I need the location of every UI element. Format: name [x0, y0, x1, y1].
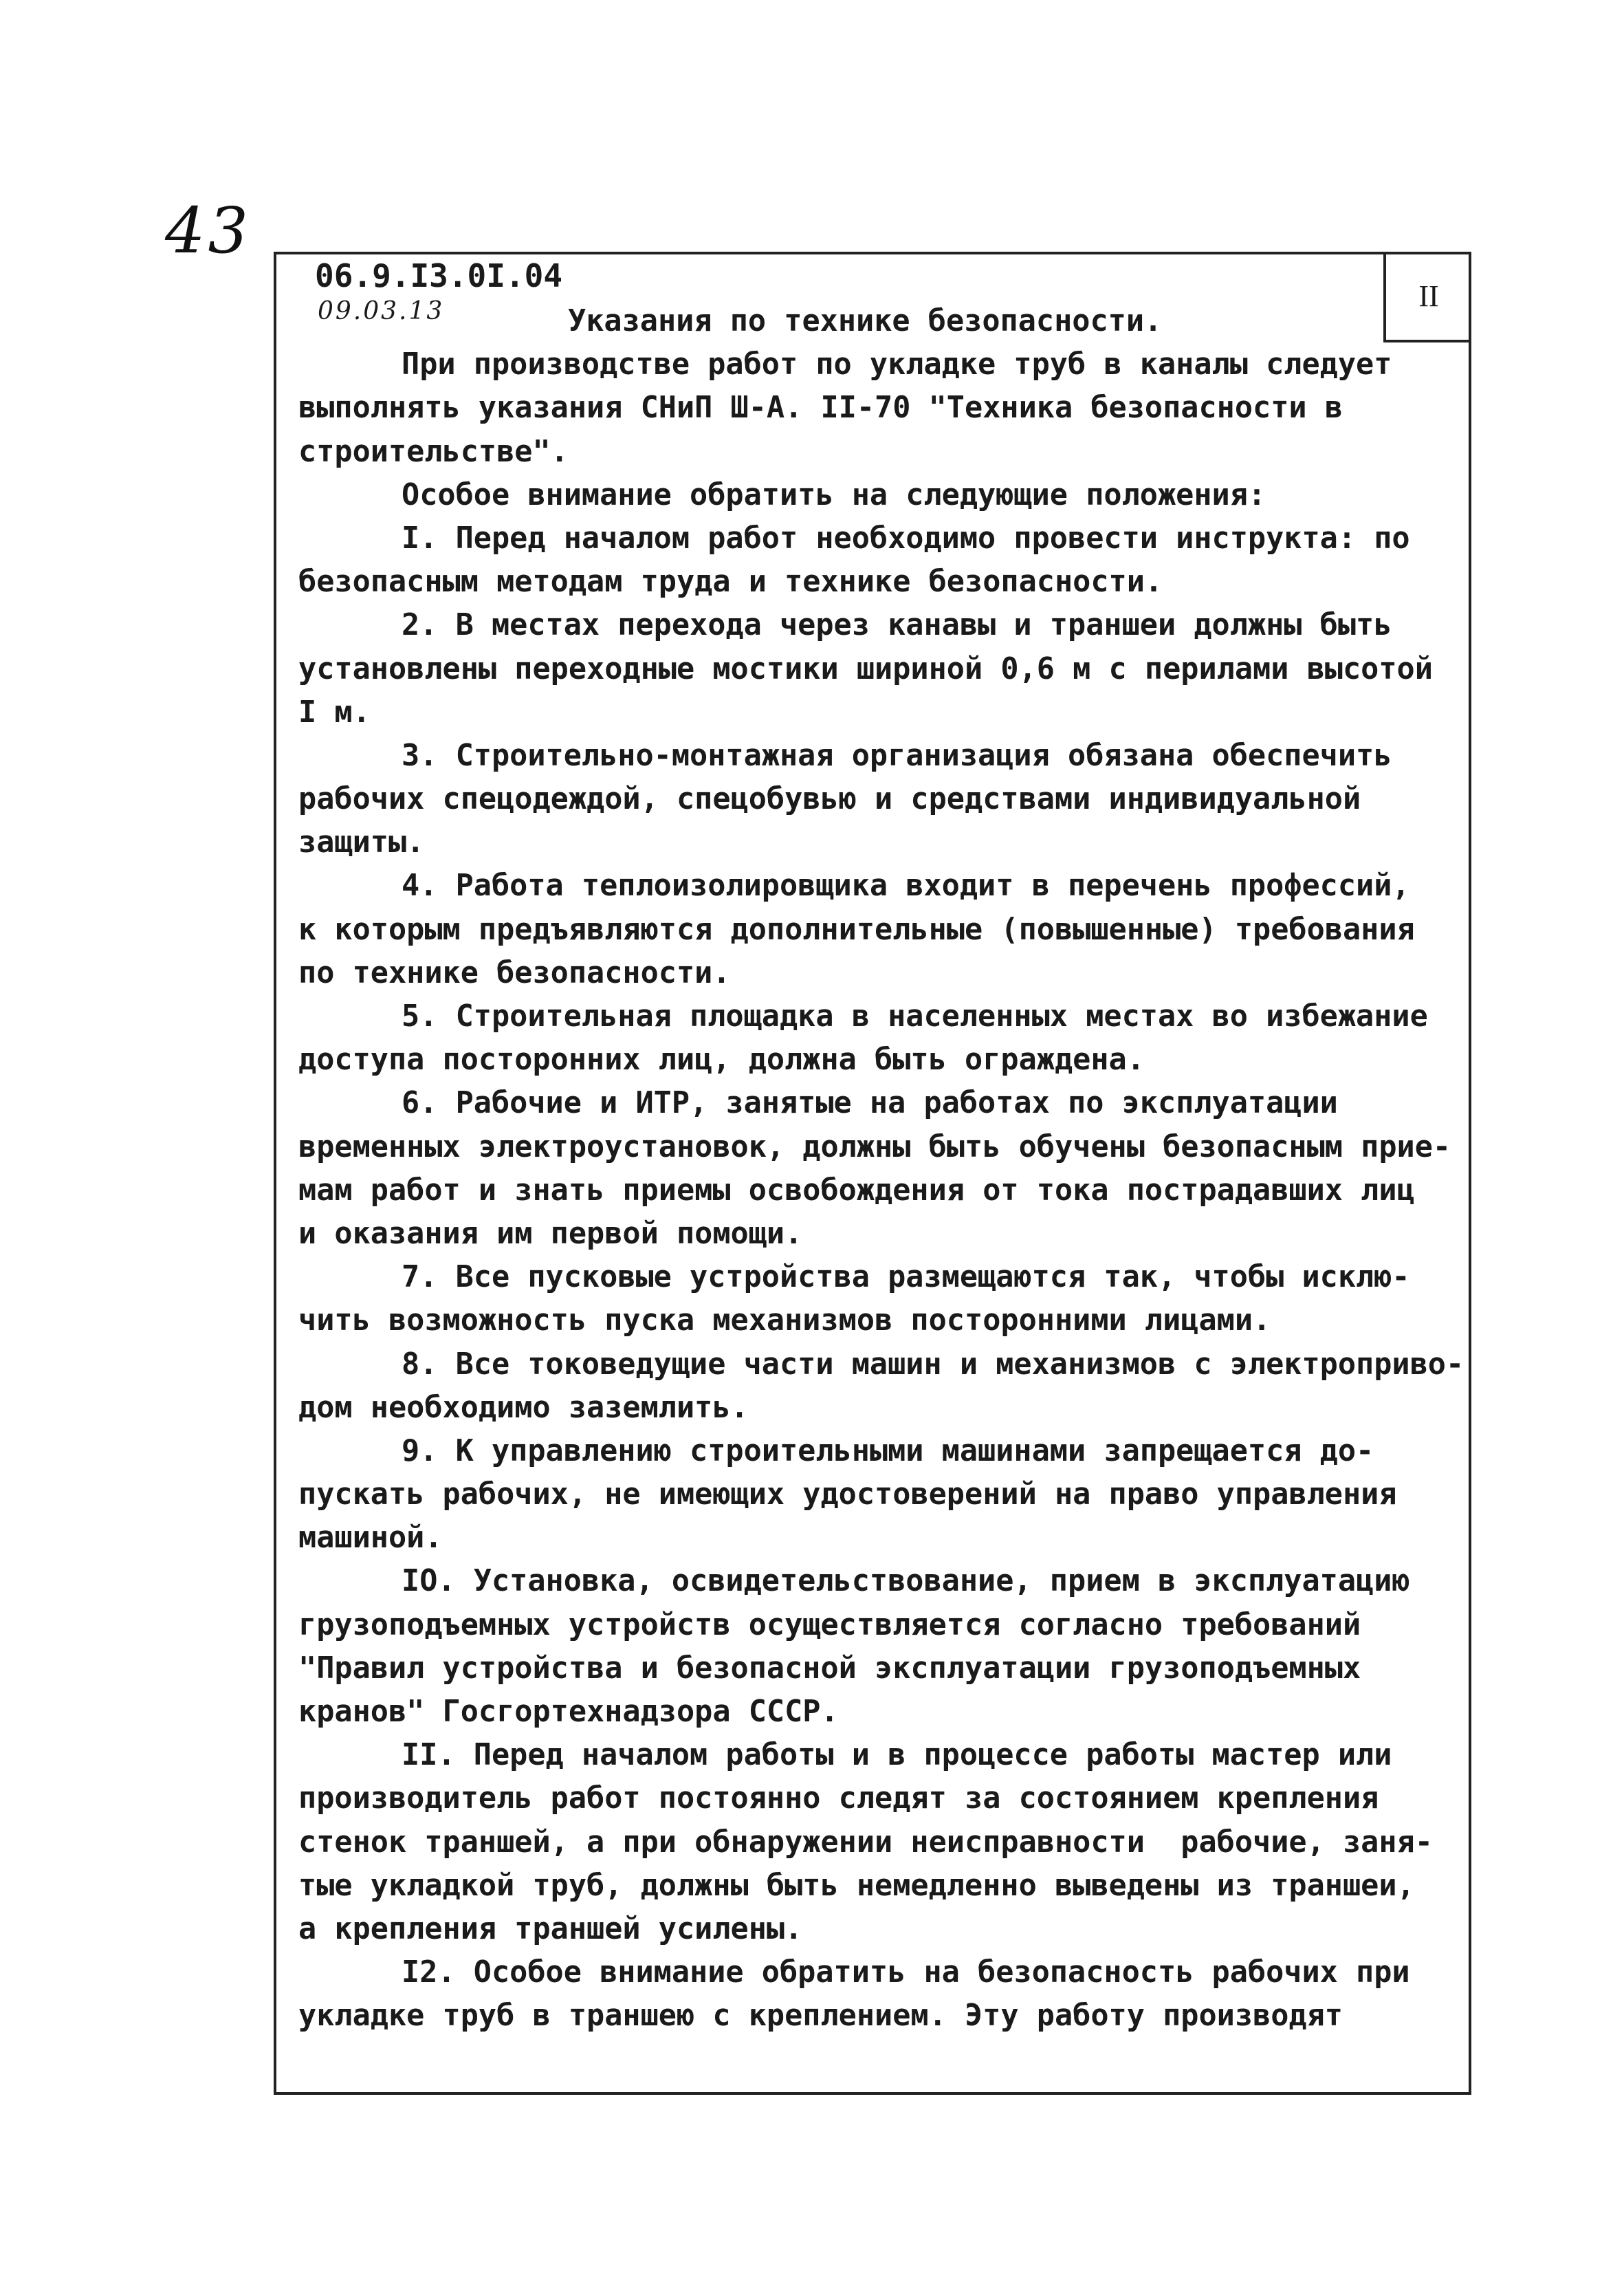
text-line: 4. Работа теплоизолировщика входит в перечень профессий, — [402, 869, 1410, 904]
text-line: производитель работ постоянно следят за состоянием крепления — [298, 1781, 1379, 1816]
text-line: выполнять указания СНиП Ш-А. II-70 "Техника безопасности в — [298, 391, 1343, 426]
text-line: 6. Рабочие и ИТР, занятые на работах по эксплуатации — [402, 1086, 1338, 1121]
text-line: установлены переходные мостики шириной 0,6 м с перилами высотой — [298, 651, 1433, 686]
text-line: При производстве работ по укладке труб в каналы следует — [402, 347, 1392, 382]
text-line: IO. Установка, освидетельствование, прием в эксплуатацию — [402, 1564, 1410, 1599]
text-line: мам работ и знать приемы освобождения от тока пострадавших лиц — [298, 1173, 1415, 1208]
text-line: "Правил устройства и безопасной эксплуатации грузоподъемных — [298, 1651, 1361, 1686]
text-line: I. Перед началом работ необходимо провести инструкта: по — [402, 521, 1410, 556]
text-line: а крепления траншей усилены. — [298, 1911, 803, 1946]
handwritten-page-number: 43 — [165, 194, 252, 268]
text-line: 8. Все токоведущие части машин и механизмов с электроприво- — [402, 1347, 1464, 1382]
text-line: и оказания им первой помощи. — [298, 1216, 803, 1251]
text-line: 7. Все пусковые устройства размещаются так, чтобы исклю- — [402, 1260, 1410, 1295]
text-line: тые укладкой труб, должны быть немедленно выведены из траншеи, — [298, 1868, 1415, 1903]
text-line: безопасным методам труда и технике безопасности. — [298, 565, 1163, 600]
text-line: чить возможность пуска механизмов посторонними лицами. — [298, 1303, 1271, 1338]
text-line: 9. К управлению строительными машинами запрещается до- — [402, 1433, 1374, 1468]
text-line: стенок траншей, а при обнаружении неисправности рабочие, заня- — [298, 1825, 1433, 1860]
text-line: I м. — [298, 695, 371, 730]
sheet-number: II — [1418, 279, 1439, 313]
text-line: рабочих спецодеждой, спецобувью и средствами индивидуальной — [298, 782, 1361, 817]
text-line: защиты. — [298, 825, 425, 860]
text-line: пускать рабочих, не имеющих удостоверений на право управления — [298, 1477, 1397, 1512]
text-line: грузоподъемных устройств осуществляется согласно требований — [298, 1607, 1361, 1642]
document-date: 09.03.13 — [318, 297, 445, 325]
text-line: машиной. — [298, 1521, 443, 1556]
text-line: 2. В местах перехода через канавы и траншеи должны быть — [402, 608, 1392, 643]
text-line: доступа посторонних лиц, должна быть ограждена. — [298, 1043, 1145, 1078]
text-line: дом необходимо заземлить. — [298, 1390, 749, 1425]
text-line: II. Перед началом работы и в процессе работы мастер или — [402, 1738, 1392, 1773]
text-line: Особое внимание обратить на следующие положения: — [402, 477, 1266, 512]
text-line: строительстве". — [298, 434, 569, 469]
text-line: к которым предъявляются дополнительные (повышенные) требования — [298, 912, 1415, 947]
text-line: кранов" Госгортехнадзора СССР. — [298, 1695, 839, 1729]
text-lines — [298, 343, 1464, 2038]
document-body — [298, 300, 1464, 2038]
text-line: I2. Особое внимание обратить на безопасность рабочих при — [402, 1955, 1410, 1990]
section-title: Указания по технике безопасности. — [568, 304, 1163, 338]
text-line: 3. Строительно-монтажная организация обязана обеспечить — [402, 738, 1392, 773]
document-code: 06.9.I3.0I.04 — [315, 257, 563, 294]
text-line: временных электроустановок, должны быть обучены безопасным прие- — [298, 1129, 1451, 1164]
text-line: по технике безопасности. — [298, 955, 731, 990]
text-line: укладке труб в траншею с креплением. Эту работу производят — [298, 1999, 1343, 2034]
text-line: 5. Строительная площадка в населенных местах во избежание — [402, 999, 1428, 1034]
